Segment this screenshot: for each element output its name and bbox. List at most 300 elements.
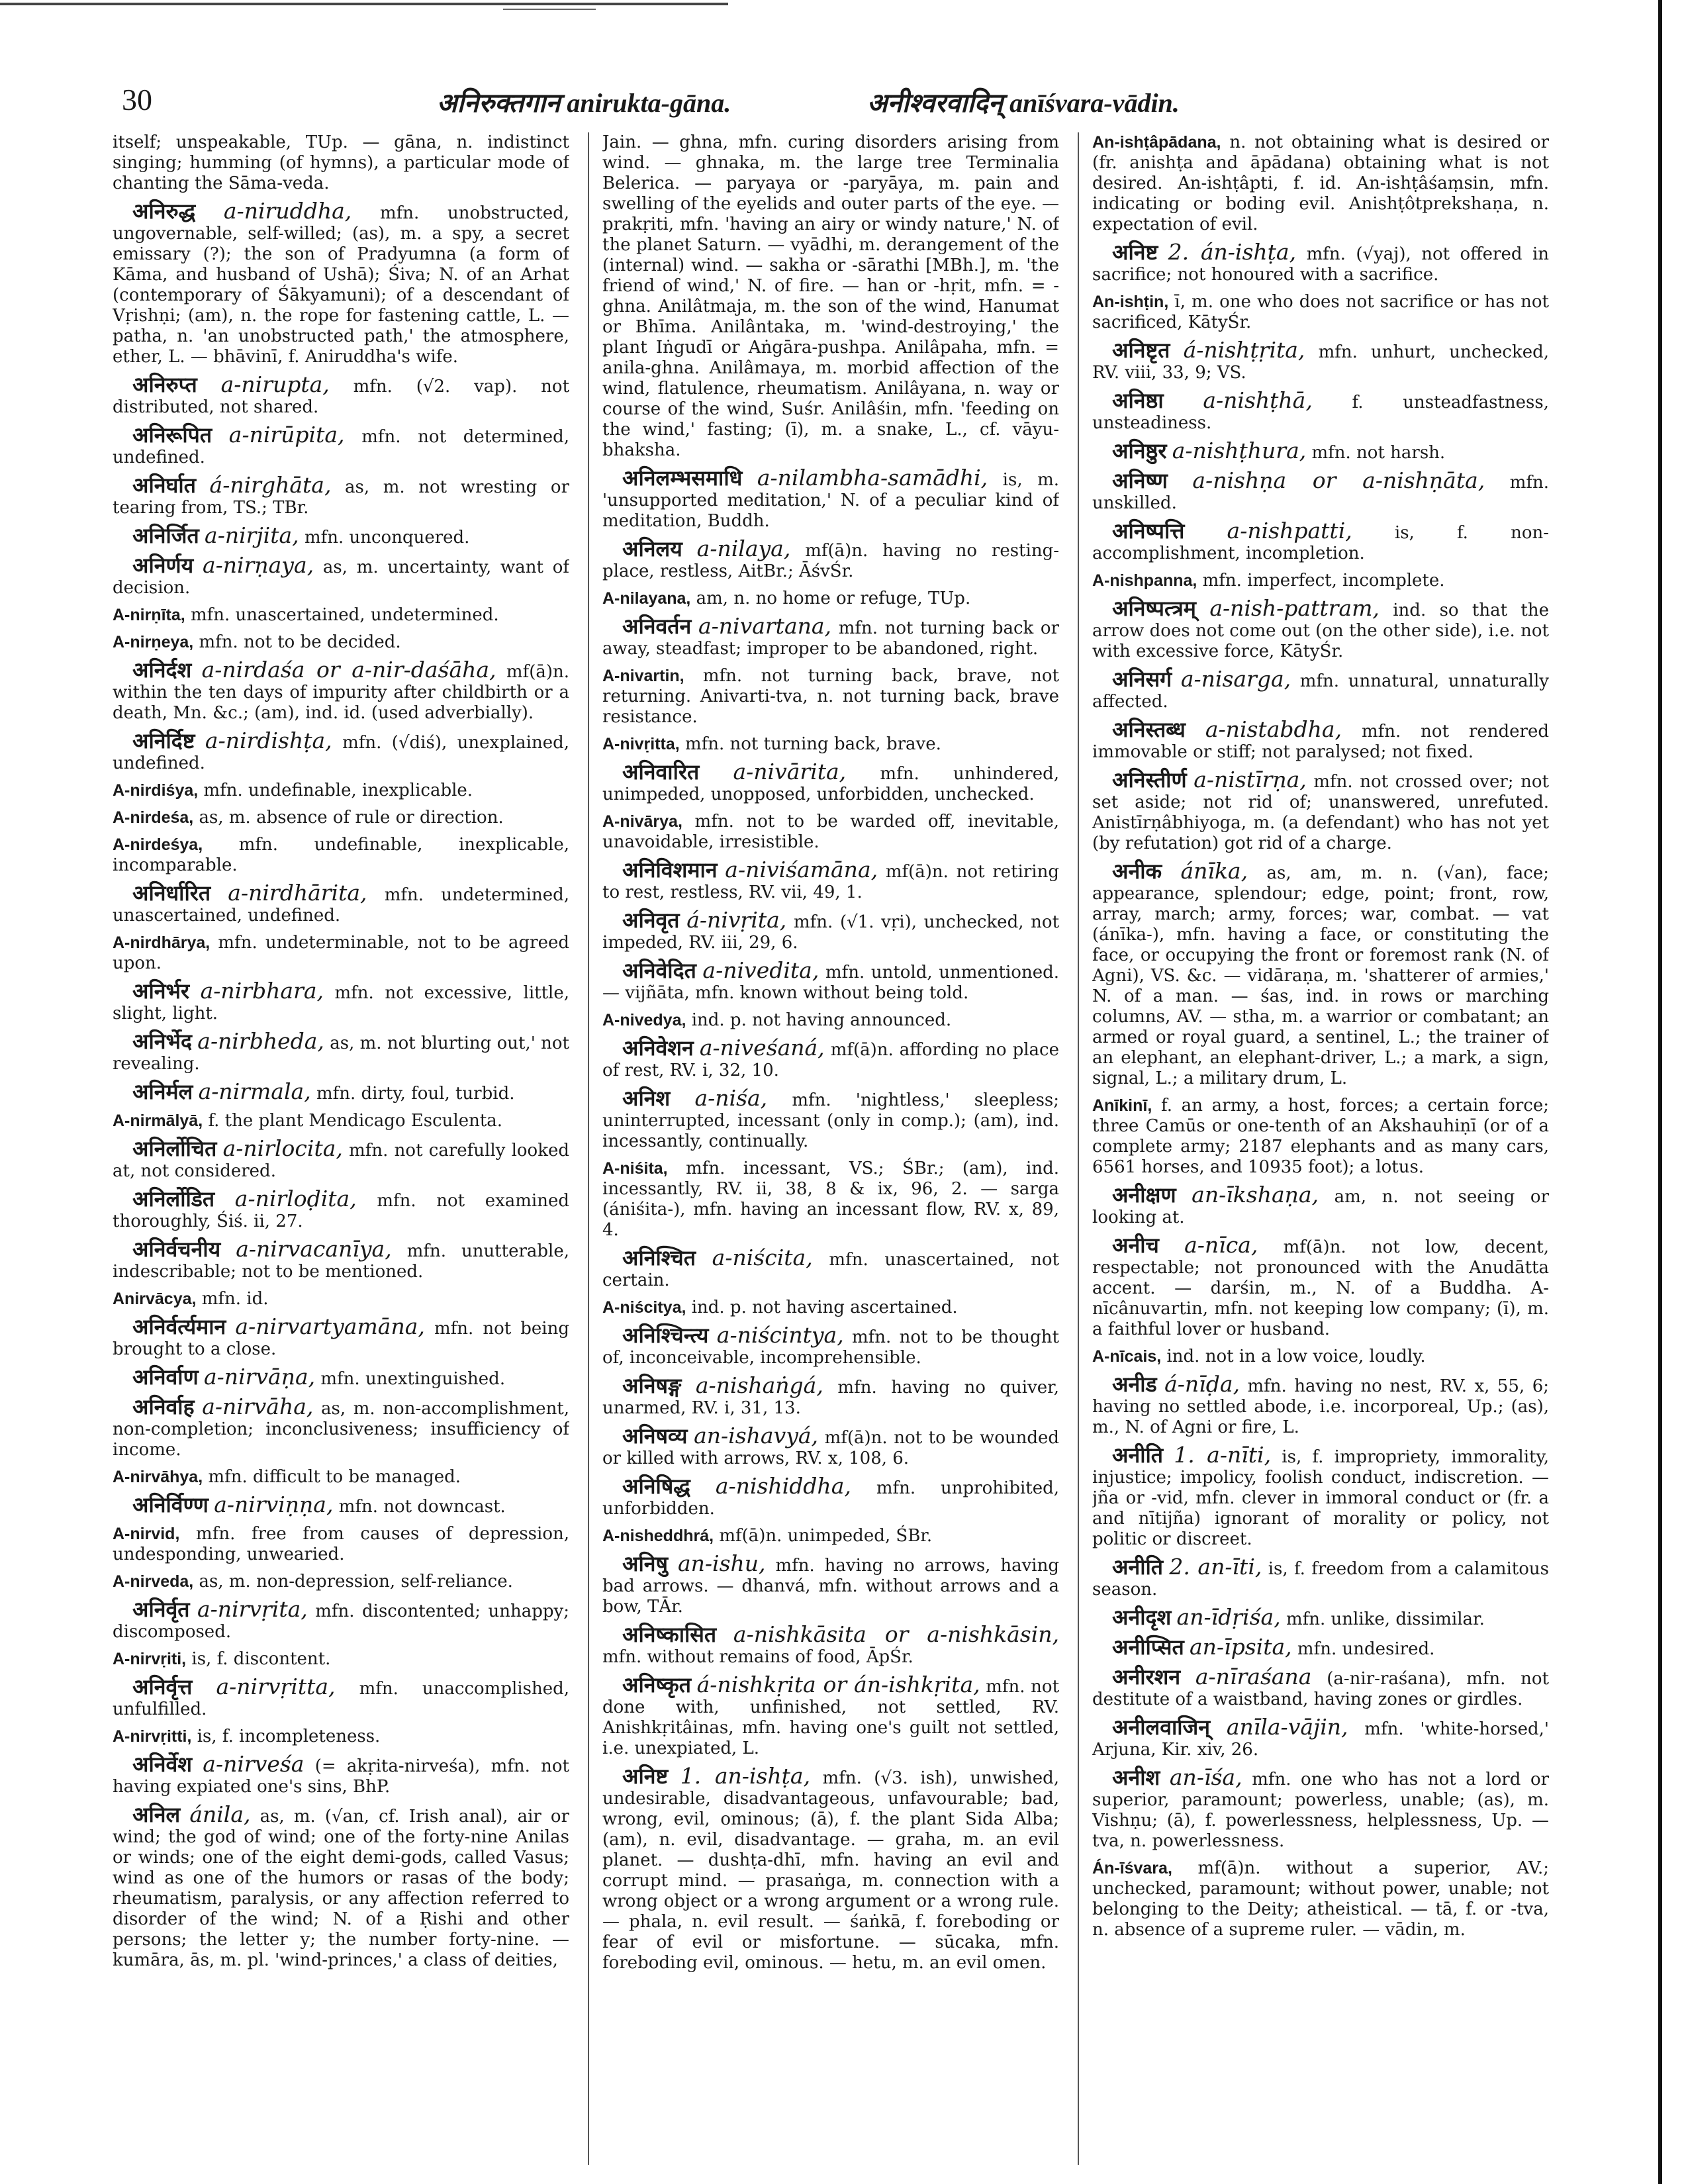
sub-headword: A-nirvṛitti, (113, 1727, 192, 1746)
sub-headword: A-nirvṛiti, (113, 1650, 187, 1668)
sub-headword: A-nirdiśya, (113, 781, 199, 800)
devanagari-headword: अनीड (1112, 1372, 1157, 1397)
transliterated-headword: ánīka, (1180, 858, 1248, 884)
definition-text: mfn. not harsh. (1311, 443, 1446, 463)
dictionary-entry (113, 1494, 569, 1517)
dictionary-entry (1092, 716, 1549, 763)
devanagari-headword: अनिर्णय (132, 553, 194, 578)
transliterated-headword: anīla-vājin, (1226, 1714, 1348, 1740)
dictionary-entry (602, 613, 1059, 659)
definition-text: mfn. 'white-horsed,' Arjuna, Kir. xiv, 26. (1092, 1719, 1549, 1760)
definition-text: mfn. undefinable, inexplicable. (203, 781, 473, 800)
definition-text: mfn. not rendered immovable or stiff; not paralysed; not fixed. (1092, 722, 1549, 762)
devanagari-headword: अनिर्दिष्ट (132, 728, 195, 753)
definition-text: mfn. not downcast. (338, 1497, 506, 1517)
devanagari-headword: अनिवृत (622, 908, 680, 933)
transliterated-headword: a-nirbhara, (200, 978, 324, 1004)
transliterated-headword: á-nishṭṛita, (1183, 337, 1305, 363)
definition-text: as, m. uncertainty, want of decision. (113, 557, 569, 598)
definition-text: ind. so that the arrow does not come out (on the other side), i.e. not with excessive force, KātyŚr. (1092, 600, 1549, 661)
transliterated-headword: an-ishu, (677, 1550, 766, 1576)
dictionary-entry (113, 980, 569, 1024)
transliterated-headword: a-nirbheda, (197, 1028, 324, 1054)
definition-text: is, f. impropriety, immorality, injustice; impolicy, foolish conduct, indiscretion. — jña or -vid, mfn. clever in immoral conduct or (fr. a and nītijña) ignorant of morality or policy, not politic or discreet. (1092, 1447, 1549, 1549)
devanagari-headword: अनिरूपित (132, 422, 212, 448)
devanagari-headword: अनिर्वृत्त (132, 1674, 193, 1699)
dictionary-entry (602, 1550, 1059, 1617)
transliterated-headword: a-nirūpita, (228, 422, 345, 448)
sub-entry (602, 1526, 1059, 1546)
definition-text: as, m. not wresting or tearing from, TS.; TBr. (113, 477, 569, 518)
transliterated-headword: 1. an-ishṭa, (680, 1763, 811, 1789)
definition-text: mfn. not examined thoroughly, Śiś. ii, 27. (113, 1191, 569, 1231)
dictionary-entry (113, 1236, 569, 1282)
sub-entry (113, 835, 569, 876)
sub-entry (602, 1159, 1059, 1241)
dictionary-entry (602, 1621, 1059, 1668)
definition-text: mf(ā)n. having no resting-place, restless, AitBr.; ĀśvŚr. (602, 541, 1059, 581)
dictionary-entry (1092, 1556, 1549, 1600)
definition-text: am, n. no home or refuge, TUp. (696, 589, 971, 608)
dictionary-entry (113, 552, 569, 598)
transliterated-headword: a-nīraśana (1195, 1664, 1312, 1689)
devanagari-headword: अनीति (1112, 1554, 1164, 1580)
definition-text: mfn. (√diś), unexplained, undefined. (113, 733, 569, 773)
sub-entry (602, 666, 1059, 728)
devanagari-headword: अनिषङ्ग (622, 1373, 682, 1398)
sub-entry (1092, 292, 1549, 333)
definition-text: ind. p. not having announced. (691, 1010, 952, 1030)
devanagari-headword: अनिस्तब्ध (1112, 717, 1186, 742)
definition-text: is, f. incompleteness. (197, 1727, 381, 1746)
dictionary-entry (1092, 858, 1549, 1089)
transliterated-headword: an-īśa, (1169, 1764, 1242, 1790)
devanagari-headword: अनीक्षण (1112, 1182, 1176, 1208)
sub-entry (1092, 132, 1549, 235)
transliterated-headword: an-īkshaṇa, (1192, 1182, 1319, 1208)
dictionary-entry (113, 1028, 569, 1074)
sub-entry (113, 632, 569, 653)
right-running-head: अनीश्वरवादिन् anīśvara-vādin. (867, 88, 1180, 118)
definition-text: mfn. having no arrows, having bad arrows. — dhanvá, mfn. without arrows and a bow, TĀr. (602, 1556, 1059, 1617)
definition-text: mfn. imperfect, incomplete. (1202, 571, 1445, 591)
column-divider (588, 132, 589, 2165)
devanagari-headword: अनीलवाजिन् (1112, 1715, 1211, 1740)
definition-text: mf(ā)n. not to be wounded or killed with arrows, RV. x, 108, 6. (602, 1428, 1059, 1468)
definition-text: mfn. untold, unmentioned. — vijñāta, mfn. known without being told. (602, 963, 1059, 1003)
devanagari-headword: अनिष्पत्त्रम् (1112, 596, 1196, 621)
sub-headword: A-nivārya, (602, 812, 682, 831)
sub-headword: Án-īśvara, (1092, 1859, 1172, 1877)
sub-headword: A-nirvid, (113, 1525, 180, 1543)
devanagari-headword: अनिर्वृत (132, 1597, 190, 1622)
definition-text: mfn. (√3. ish), unwished, undesirable, disadvantageous, unfavourable; bad, wrong, evil, ominous; (ā), f. the plant Sida Alba; (am), n. evil, disadvantage. — graha, m. an evil planet. — dushṭa-dhī, mfn. having an evil and corrupt mind. — prasaṅga, m. connection with a wrong object or a wrong argument or a wrong rule. — phala, n. evil result. — śaṅkā, f. foreboding or fear of evil or misfortune. — sūcaka, mfn. foreboding evil, ominous. — hetu, m. an evil omen. (602, 1768, 1059, 1973)
dictionary-entry (602, 1473, 1059, 1519)
sub-entry (602, 589, 1059, 609)
sub-headword: A-nīcais, (1092, 1347, 1162, 1366)
sub-entry (1092, 571, 1549, 591)
transliterated-headword: a-nivedita, (702, 957, 820, 983)
sub-entry (113, 605, 569, 626)
transliterated-headword: a-nishaṅgá, (695, 1372, 823, 1398)
dictionary-entry (602, 1425, 1059, 1469)
devanagari-headword: अनिषिद्ध (622, 1474, 690, 1499)
sub-entry (113, 933, 569, 974)
dictionary-entry (113, 198, 569, 367)
definition-text: mfn. not turning back, brave, not returning. Anivarti-tva, n. not turning back, brave resistance. (602, 666, 1059, 727)
transliterated-headword: a-nirlocita, (222, 1135, 343, 1161)
transliterated-headword: a-nisarga, (1180, 666, 1291, 692)
dictionary-entry (1092, 1764, 1549, 1852)
dictionary-entry (113, 1801, 569, 1971)
devanagari-headword: अनिर्धारित (132, 880, 211, 906)
definition-text: mfn. unlike, dissimilar. (1286, 1609, 1485, 1629)
transliterated-headword: a-niścita, (712, 1245, 813, 1270)
dictionary-entry (113, 424, 569, 468)
dictionary-entry (1092, 440, 1549, 463)
sub-headword: Anīkinī, (1092, 1096, 1152, 1115)
definition-text: mfn. unascertained, not certain. (602, 1250, 1059, 1290)
devanagari-headword: अनिश्चित (622, 1245, 696, 1270)
page-header (113, 78, 1609, 124)
dictionary-entry (1092, 1371, 1549, 1438)
sub-entry (113, 808, 569, 828)
dictionary-entry (113, 659, 569, 724)
definition-text: mf(ā)n. without a superior, AV.; unchecked, paramount; without power, unable; not belonging to the Deity; atheistical. — tā, f. or -tva, n. absence of a supreme ruler. — vādin, m. (1092, 1858, 1549, 1940)
devanagari-headword: अनिर्वाण (132, 1364, 199, 1390)
transliterated-headword: a-nishṭhura, (1172, 438, 1307, 463)
transliterated-headword: a-nirjita, (205, 522, 299, 548)
transliterated-headword: an-īdṛiśa, (1176, 1604, 1281, 1630)
transliterated-headword: a-niviśamāna, (725, 857, 878, 882)
dictionary-entry (602, 1085, 1059, 1152)
dictionary-entry (113, 882, 569, 926)
sub-entry (113, 1572, 569, 1592)
devanagari-headword: अनिर्लोचित (132, 1136, 217, 1161)
devanagari-headword: अनिष्ठुर (1112, 438, 1167, 463)
transliterated-headword: a-nirmala, (198, 1078, 311, 1104)
transliterated-headword: a-nish-pattram, (1209, 595, 1380, 621)
definition-text: mfn. unobstructed, ungovernable, self-willed; (as), m. a spy, a secret emissary (?); the son of Pradyumna (a form of Kāma, and husband of Ushā); Śiva; N. of an Arhat (contemporary of Śākyamuni); of a descendant of Vṛishṇi; (am), n. the rope for fastening cattle, L. — patha, n. 'an unobstructed path,' the atmosphere, ether, L. — bhāvinī, f. Aniruddha's wife. (113, 203, 569, 367)
sub-headword: A-nirṇeya, (113, 633, 194, 651)
dictionary-entry (602, 1037, 1059, 1081)
transliterated-headword: ánila, (189, 1801, 251, 1827)
definition-text: mfn. not to be thought of, inconceivable, incomprehensible. (602, 1327, 1059, 1368)
definition-text: mfn. free from causes of depression, undesponding, unwearied. (113, 1524, 569, 1564)
transliterated-headword: a-nishpatti, (1227, 518, 1352, 544)
sub-entry (113, 1727, 569, 1747)
transliterated-headword: á-nishkṛita or án-ishkṛita, (696, 1672, 980, 1697)
dictionary-entry (1092, 1442, 1549, 1550)
definition-text: ind. not in a low voice, loudly. (1166, 1347, 1426, 1366)
dictionary-entry (113, 1596, 569, 1642)
definition-text: mfn. not turning back or away, steadfast; improper to be abandoned, right. (602, 618, 1059, 659)
sub-entry (602, 734, 1059, 755)
transliterated-headword: a-nirvṛitta, (216, 1674, 336, 1699)
transliterated-headword: an-ishavyá, (694, 1423, 819, 1448)
dictionary-entry (113, 1135, 569, 1182)
sub-headword: A-nivartin, (602, 667, 684, 685)
definition-text: ind. p. not having ascertained. (691, 1298, 958, 1317)
definition-text: is, f. non-accomplishment, incompletion. (1092, 523, 1549, 563)
definition-text: am, n. not seeing or looking at. (1092, 1187, 1549, 1227)
dictionary-entry (1092, 387, 1549, 434)
definition-text: f. an army, a host, forces; a certain force; three Camūs or one-tenth of an Akshauhiṇī (or of a complete army; 2187 elephants and as many cars, 6561 horses, and 10935 foot); a lotus. (1092, 1096, 1549, 1177)
sub-headword: A-niścitya, (602, 1298, 686, 1317)
devanagari-headword: अनिसर्ग (1112, 667, 1172, 692)
devanagari-headword: अनिर्दश (132, 657, 192, 683)
definition-text: is, m. 'unsupported meditation,' N. of a peculiar kind of meditation, Buddh. (602, 470, 1059, 531)
definition-text: mfn. unaccomplished, unfulfilled. (113, 1679, 569, 1719)
transliterated-headword: a-nirvṛita, (197, 1596, 308, 1622)
page-number: 30 (122, 83, 152, 117)
definition-text: as, am, m. n. (√an), face; appearance, splendour; edge, point; front, row, array, march; army, forces; war, combat. — vat (ánīka-), mfn. having a face, or constituting the face, or occupying the front or foremost rank (N. of Agni), VS. &c. — vidāraṇa, m. 'shatterer of armies,' N. of a man. — śas, ind. in rows or marching columns, AV. — stha, m. a warrior or combatant; an armed or royal guard, a sentinel, L.; the trainer of an elephant, an elephant-driver, L.; a mark, a sign, signal, L.; a military drum, L. (1092, 863, 1549, 1088)
devanagari-headword: अनिष्ट (622, 1764, 669, 1789)
dictionary-entry (602, 1674, 1059, 1759)
transliterated-headword: a-nirṇaya, (202, 552, 314, 578)
dictionary-entry (1092, 467, 1549, 514)
dictionary-entry (1092, 1634, 1549, 1660)
transliterated-headword: a-niveśaná, (699, 1035, 825, 1061)
devanagari-headword: अनीच (1112, 1233, 1159, 1258)
definition-text: f. unsteadfastness, unsteadiness. (1092, 393, 1549, 433)
definition-text: mfn. undesired. (1297, 1639, 1435, 1659)
devanagari-headword: अनिषु (622, 1551, 668, 1576)
sub-entry (113, 781, 569, 801)
devanagari-headword: अनिरुद्ध (132, 199, 196, 224)
transliterated-headword: a-nirvacanīya, (236, 1236, 392, 1262)
sub-entry (113, 1524, 569, 1565)
definition-text: mfn. unextinguished. (320, 1369, 506, 1389)
transliterated-headword: a-nirvāha, (202, 1394, 314, 1419)
sub-headword: An-ishṭin, (1092, 293, 1169, 311)
sub-entry (1092, 1347, 1549, 1367)
definition-text: mfn. not done with, unfinished, not settled, RV. Anishkṛitâinas, mfn. having one's guilt not settled, i.e. unexpiated, L. (602, 1677, 1059, 1758)
devanagari-headword: अनिवारित (622, 759, 700, 784)
sub-headword: A-nisheddhrá, (602, 1527, 714, 1545)
definition-text: mfn. not crossed over; not set aside; not rid of; unanswered, unrefuted. Anistīrṇâbhiyoga, m. (a defendant) who has not yet (by refutation) got rid of a charge. (1092, 772, 1549, 853)
definition-text: as, m. (√an, cf. Irish anal), air or wind; the god of wind; one of the forty-nine Anilas or winds; one of the eight demi-gods, called Vasus; wind as one of the humors or rasas of the body; rheumatism, paralysis, or any affection referred to disorder of the wind; N. of a Ṛishi and other persons; the letter y; the number forty-nine. — kumāra, ās, m. pl. 'wind-princes,' a class of deities, (113, 1807, 569, 1970)
devanagari-headword: अनिरुप्त (132, 372, 197, 397)
transliterated-headword: a-nirveśa (203, 1751, 304, 1777)
devanagari-headword: अनिष्ठा (1112, 388, 1164, 413)
definition-text: mfn. (√2. vap). not distributed, not shared. (113, 377, 569, 417)
devanagari-headword: अनिर्वचनीय (132, 1237, 221, 1262)
definition-text: mf(ā)n. not retiring to rest, restless, RV. vii, 49, 1. (602, 862, 1059, 902)
definition-text: f. the plant Mendicago Esculenta. (208, 1111, 503, 1131)
devanagari-headword: अनिष्पत्ति (1112, 518, 1185, 544)
devanagari-headword: अनिर्विण्ण (132, 1492, 209, 1517)
definition-text: (= akṛita-nirveśa), mfn. not having expiated one's sins, BhP. (113, 1756, 569, 1797)
definition-text: mfn. one who has not a lord or superior, paramount; powerless, unable; (as), m. Vishṇu; (ā), f. powerlessness, helplessness, Up. — tva, n. powerlessness. (1092, 1770, 1549, 1851)
dictionary-entry (602, 1763, 1059, 1973)
devanagari-headword: अनिर्लोडित (132, 1186, 215, 1211)
definition-text: as, m. non-depression, self-reliance. (199, 1572, 513, 1591)
dictionary-entry (1092, 666, 1549, 712)
transliterated-headword: á-nivṛita, (686, 907, 787, 933)
devanagari-headword: अनिवर्तन (622, 614, 692, 639)
transliterated-headword: á-nirghāta, (209, 472, 332, 498)
transliterated-headword: a-nirdishṭa, (205, 728, 332, 753)
devanagari-headword: अनिष्कृत (622, 1672, 691, 1697)
devanagari-headword: अनिष्ण (1112, 468, 1168, 493)
dictionary-entry (113, 1396, 569, 1460)
devanagari-headword: अनिर्जित (132, 523, 199, 548)
devanagari-headword: अनिल (132, 1802, 181, 1827)
transliterated-headword: a-nirvāṇa, (203, 1364, 316, 1390)
transliterated-headword: a-nishiddha, (715, 1473, 851, 1499)
definition-text: (a-nir-raśana), mfn. not destitute of a waistband, having zones or girdles. (1092, 1669, 1549, 1709)
definition-text: as, m. absence of rule or direction. (199, 808, 504, 828)
transliterated-headword: a-nilaya, (696, 536, 791, 561)
dictionary-entry (602, 761, 1059, 805)
sub-headword: A-nirṇīta, (113, 606, 185, 624)
devanagari-headword: अनिस्तीर्ण (1112, 767, 1187, 792)
column-1 (113, 132, 569, 2165)
devanagari-headword: अनिष्ट (1112, 240, 1158, 265)
dictionary-entry (1092, 1666, 1549, 1710)
devanagari-headword: अनिष्कासित (622, 1622, 717, 1647)
devanagari-headword: अनिर्भर (132, 978, 190, 1004)
definition-text: mfn. without remains of food, ĀpŚr. (602, 1647, 913, 1667)
dictionary-entry (1092, 1184, 1549, 1228)
dictionary-entry (113, 1751, 569, 1797)
sub-entry (113, 1289, 569, 1309)
definition-text: itself; unspeakable, TUp. — gāna, n. indistinct singing; humming (of hymns), a particular mode of chanting the Sāma-veda. (113, 132, 569, 193)
transliterated-headword: a-nirdaśa or a-nir-daśāha, (201, 657, 496, 683)
transliterated-headword: a-nirviṇṇa, (214, 1492, 334, 1517)
dictionary-entry (113, 472, 569, 518)
dictionary-entry (1092, 1714, 1549, 1760)
sub-entry (113, 1111, 569, 1131)
transliterated-headword: a-nishṇa or a-nishṇāta, (1192, 467, 1485, 493)
devanagari-headword: अनीश (1112, 1765, 1160, 1790)
transliterated-headword: a-nistīrṇa, (1194, 767, 1307, 792)
devanagari-headword: अनिर्वेश (132, 1752, 193, 1777)
continued-entry (602, 132, 1059, 461)
definition-text: mfn. dirty, foul, turbid. (316, 1084, 515, 1104)
sub-entry (602, 1010, 1059, 1031)
transliterated-headword: a-nivartana, (698, 613, 832, 639)
devanagari-headword: अनिश्चिन्त्य (622, 1323, 709, 1348)
dictionary-entry (602, 538, 1059, 582)
dictionary-entry (1092, 595, 1549, 662)
dictionary-entry (113, 1366, 569, 1390)
transliterated-headword: 2. an-īti, (1169, 1554, 1262, 1580)
definition-text: mfn. unutterable, indescribable; not to be mentioned. (113, 1241, 569, 1282)
definition-text: mfn. not carefully looked at, not considered. (113, 1141, 569, 1181)
devanagari-headword: अनिर्घात (132, 473, 196, 498)
definition-text: is, f. freedom from a calamitous season. (1092, 1559, 1549, 1599)
left-running-head: अनिरुक्तगान anirukta-gāna. (437, 88, 731, 118)
devanagari-headword: अनीक (1112, 859, 1162, 884)
devanagari-headword: अनीति (1112, 1443, 1164, 1468)
devanagari-headword: अनिष्टृत (1112, 338, 1170, 363)
devanagari-headword: अनिलय (622, 536, 682, 561)
definition-text: mf(ā)n. unimpeded, ŚBr. (719, 1526, 933, 1546)
transliterated-headword: a-nirvartyamāna, (235, 1313, 425, 1339)
definition-text: as, m. not blurting out,' not revealing. (113, 1033, 569, 1074)
dictionary-entry (113, 522, 569, 548)
definition-text: is, f. discontent. (191, 1649, 331, 1669)
definition-text: mfn. not being brought to a close. (113, 1319, 569, 1359)
definition-text: mfn. not excessive, little, slight, light. (113, 983, 569, 1023)
column-3 (1092, 132, 1549, 2165)
definition-text: mf(ā)n. within the ten days of impurity after childbirth or a death, Mn. &c.; (am), ind. id. (used adverbially). (113, 662, 569, 723)
definition-text: mfn. having no nest, RV. x, 55, 6; having no settled abode, i.e. incorporeal, Up.; (as), m., N. of Agni or fire, L. (1092, 1376, 1549, 1437)
devanagari-headword: अनिश (622, 1086, 671, 1111)
definition-text: mfn. (√yaj), not offered in sacrifice; not honoured with a sacrifice. (1092, 244, 1549, 285)
sub-headword: An-ishṭâpādana, (1092, 133, 1221, 152)
transliterated-headword: a-nirdhārita, (228, 880, 367, 906)
definition-text: mfn. undeterminable, not to be agreed upon. (113, 933, 569, 973)
dictionary-entry (602, 467, 1059, 532)
devanagari-headword: अनिर्मल (132, 1079, 193, 1104)
transliterated-headword: á-nīḍa, (1164, 1371, 1241, 1397)
devanagari-headword: अनीदृश (1112, 1605, 1172, 1630)
definition-text: mfn. unnatural, unnaturally affected. (1092, 671, 1549, 712)
definition-text: mfn. not to be decided. (199, 632, 401, 652)
sub-headword: A-nirmālyā, (113, 1112, 203, 1130)
definition-text: mfn. unskilled. (1092, 473, 1549, 513)
definition-text: mf(ā)n. not low, decent, respectable; not pronounced with the Anudātta accent. — darśin, m., N. of a Buddha. A-nīcânuvartin, mfn. not keeping low company; (ī), m. a faithful lover or husband. (1092, 1237, 1549, 1339)
devanagari-headword: अनीप्सित (1112, 1635, 1184, 1660)
devanagari-headword: अनिवेदित (622, 958, 696, 983)
definition-text: mfn. 'nightless,' sleepless; uninterrupted, incessant (only in comp.); (am), ind. incessantly, continually. (602, 1090, 1059, 1151)
definition-text: mfn. incessant, VS.; ŚBr.; (am), ind. incessantly, RV. ii, 38, 8 & ix, 96, 2. — sarga (ániśita-), mfn. having an incessant flow, RV. x, 89, 4. (602, 1159, 1059, 1240)
transliterated-headword: a-niśa, (694, 1085, 768, 1111)
scan-top-edge (0, 0, 1686, 15)
dictionary-entry (602, 1247, 1059, 1291)
definition-text: mfn. having no quiver, unarmed, RV. i, 31, 13. (602, 1378, 1059, 1418)
dictionary-entry (602, 859, 1059, 903)
dictionary-entry (113, 371, 569, 418)
definition-text: mfn. not turning back, brave. (684, 734, 941, 754)
continued-entry (113, 132, 569, 194)
sub-headword: A-nishpanna, (1092, 571, 1197, 590)
definition-text: mfn. unhindered, unimpeded, unopposed, unforbidden, unchecked. (602, 764, 1059, 804)
definition-text: mfn. id. (201, 1289, 269, 1309)
transliterated-headword: a-nishkāsita or a-nishkāsin, (733, 1621, 1059, 1647)
dictionary-entry (1092, 1232, 1549, 1340)
devanagari-headword: अनीरशन (1112, 1664, 1181, 1689)
dictionary-entry (602, 907, 1059, 953)
transliterated-headword: a-nistabdha, (1205, 716, 1342, 742)
transliterated-headword: 1. a-nīti, (1174, 1442, 1272, 1468)
devanagari-headword: अनिषव्य (622, 1423, 688, 1448)
dictionary-entry (602, 1372, 1059, 1419)
text-columns (113, 132, 1615, 2165)
dictionary-entry (1092, 769, 1549, 854)
column-2 (602, 132, 1059, 2165)
dictionary-entry (602, 1322, 1059, 1368)
sub-headword: A-nirvāhya, (113, 1468, 203, 1486)
devanagari-headword: अनिर्भेद (132, 1029, 192, 1054)
sub-entry (1092, 1096, 1549, 1178)
definition-text: mfn. undefinable, inexplicable, incomparable. (113, 835, 569, 875)
column-divider (1078, 132, 1079, 2165)
definition-text: mf(ā)n. affording no place of rest, RV. i, 32, 10. (602, 1040, 1059, 1080)
definition-text: mfn. unhurt, unchecked, RV. viii, 33, 9; VS. (1092, 342, 1549, 383)
definition-text: ī, m. one who does not sacrifice or has not sacrificed, KātyŚr. (1092, 292, 1549, 332)
devanagari-headword: अनिर्वाह (132, 1394, 195, 1419)
dictionary-entry (1092, 239, 1549, 285)
devanagari-headword: अनिर्वर्त्यमान (132, 1314, 226, 1339)
dictionary-entry (1092, 337, 1549, 383)
sub-headword: Anirvācya, (113, 1290, 197, 1308)
sub-entry (1092, 1858, 1549, 1940)
dictionary-entry (113, 730, 569, 774)
